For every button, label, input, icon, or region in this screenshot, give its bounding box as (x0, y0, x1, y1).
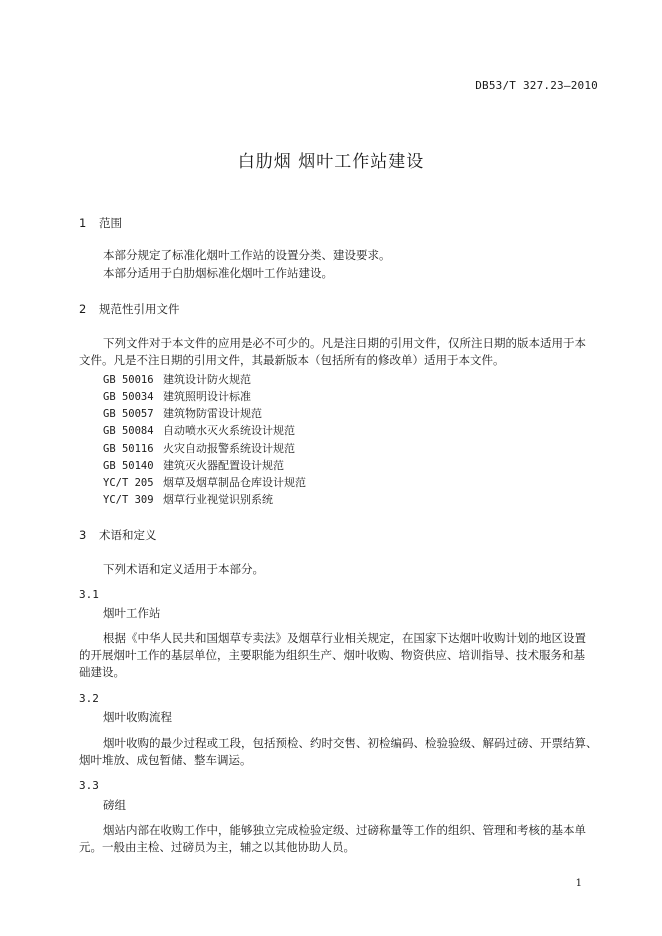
section-3-heading (79, 527, 157, 543)
paragraph-line: 文件。凡是不注日期的引用文件，其最新版本（包括所有的修改单）适用于本文件。 (79, 353, 505, 367)
reference-code: GB 50140 (103, 460, 154, 472)
reference-name: 烟草行业视觉识别系统 (163, 493, 273, 506)
term-name: 烟叶工作站 (103, 606, 161, 620)
section-number: 1 (79, 216, 87, 230)
section-number: 3 (79, 528, 87, 542)
section-2-heading (79, 301, 180, 317)
paragraph-line: 烟站内部在收购工作中，能够独立完成检验定级、过磅称量等工作的组织、管理和考核的基本单 (103, 823, 586, 837)
reference-code: GB 50034 (103, 391, 154, 403)
reference-code: YC/T 309 (103, 494, 154, 506)
paragraph-line: 础建设。 (79, 665, 125, 679)
term-number: 3.3 (79, 779, 99, 792)
section-title: 规范性引用文件 (99, 302, 180, 316)
reference-name: 建筑物防雷设计规范 (163, 407, 262, 420)
term-number: 3.1 (79, 588, 99, 601)
reference-name: 火灾自动报警系统设计规范 (163, 442, 295, 455)
reference-item (103, 371, 251, 387)
reference-name: 自动喷水灭火系统设计规范 (163, 424, 295, 437)
section-1-heading (79, 215, 122, 231)
paragraph: 本部分适用于白肋烟标准化烟叶工作站建设。 (103, 266, 333, 280)
reference-name: 烟草及烟草制品仓库设计规范 (163, 476, 306, 489)
reference-code: GB 50016 (103, 374, 154, 386)
reference-item (103, 388, 251, 404)
reference-item (103, 422, 295, 438)
reference-code: GB 50057 (103, 408, 154, 420)
paragraph-line: 烟叶堆放、成包暂储、整车调运。 (79, 753, 252, 767)
paragraph-line: 的开展烟叶工作的基层单位，主要职能为组织生产、烟叶收购、物资供应、培训指导、技术服务和基 (79, 648, 585, 662)
paragraph-line: 烟叶收购的最少过程或工段，包括预检、约时交售、初检编码、检验验级、解码过磅、开票结算、 (103, 736, 598, 750)
reference-code: GB 50116 (103, 443, 154, 455)
paragraph-line: 元。一般由主检、过磅员为主，辅之以其他协助人员。 (79, 840, 355, 854)
term-name: 烟叶收购流程 (103, 710, 172, 724)
reference-name: 建筑设计防火规范 (163, 373, 251, 386)
reference-item (103, 440, 295, 456)
reference-item (103, 474, 306, 490)
section-number: 2 (79, 302, 87, 316)
paragraph-line: 下列文件对于本文件的应用是必不可少的。凡是注日期的引用文件，仅所注日期的版本适用于本 (103, 336, 586, 350)
reference-code: YC/T 205 (103, 477, 154, 489)
reference-item (103, 405, 262, 421)
document-code: DB53/T 327.23—2010 (475, 79, 598, 92)
section-title: 范围 (99, 216, 122, 230)
reference-item (103, 457, 284, 473)
term-number: 3.2 (79, 692, 99, 705)
reference-name: 建筑灭火器配置设计规范 (163, 459, 284, 472)
paragraph: 本部分规定了标准化烟叶工作站的设置分类、建设要求。 (103, 248, 391, 262)
paragraph: 下列术语和定义适用于本部分。 (103, 562, 264, 576)
page-number: 1 (575, 878, 582, 889)
reference-item (103, 491, 273, 507)
document-title: 白肋烟 烟叶工作站建设 (237, 152, 425, 172)
reference-name: 建筑照明设计标准 (163, 390, 251, 403)
term-name: 磅组 (103, 798, 126, 812)
reference-code: GB 50084 (103, 425, 154, 437)
paragraph-line: 根据《中华人民共和国烟草专卖法》及烟草行业相关规定，在国家下达烟叶收购计划的地区设置 (103, 631, 586, 645)
section-title: 术语和定义 (99, 528, 157, 542)
